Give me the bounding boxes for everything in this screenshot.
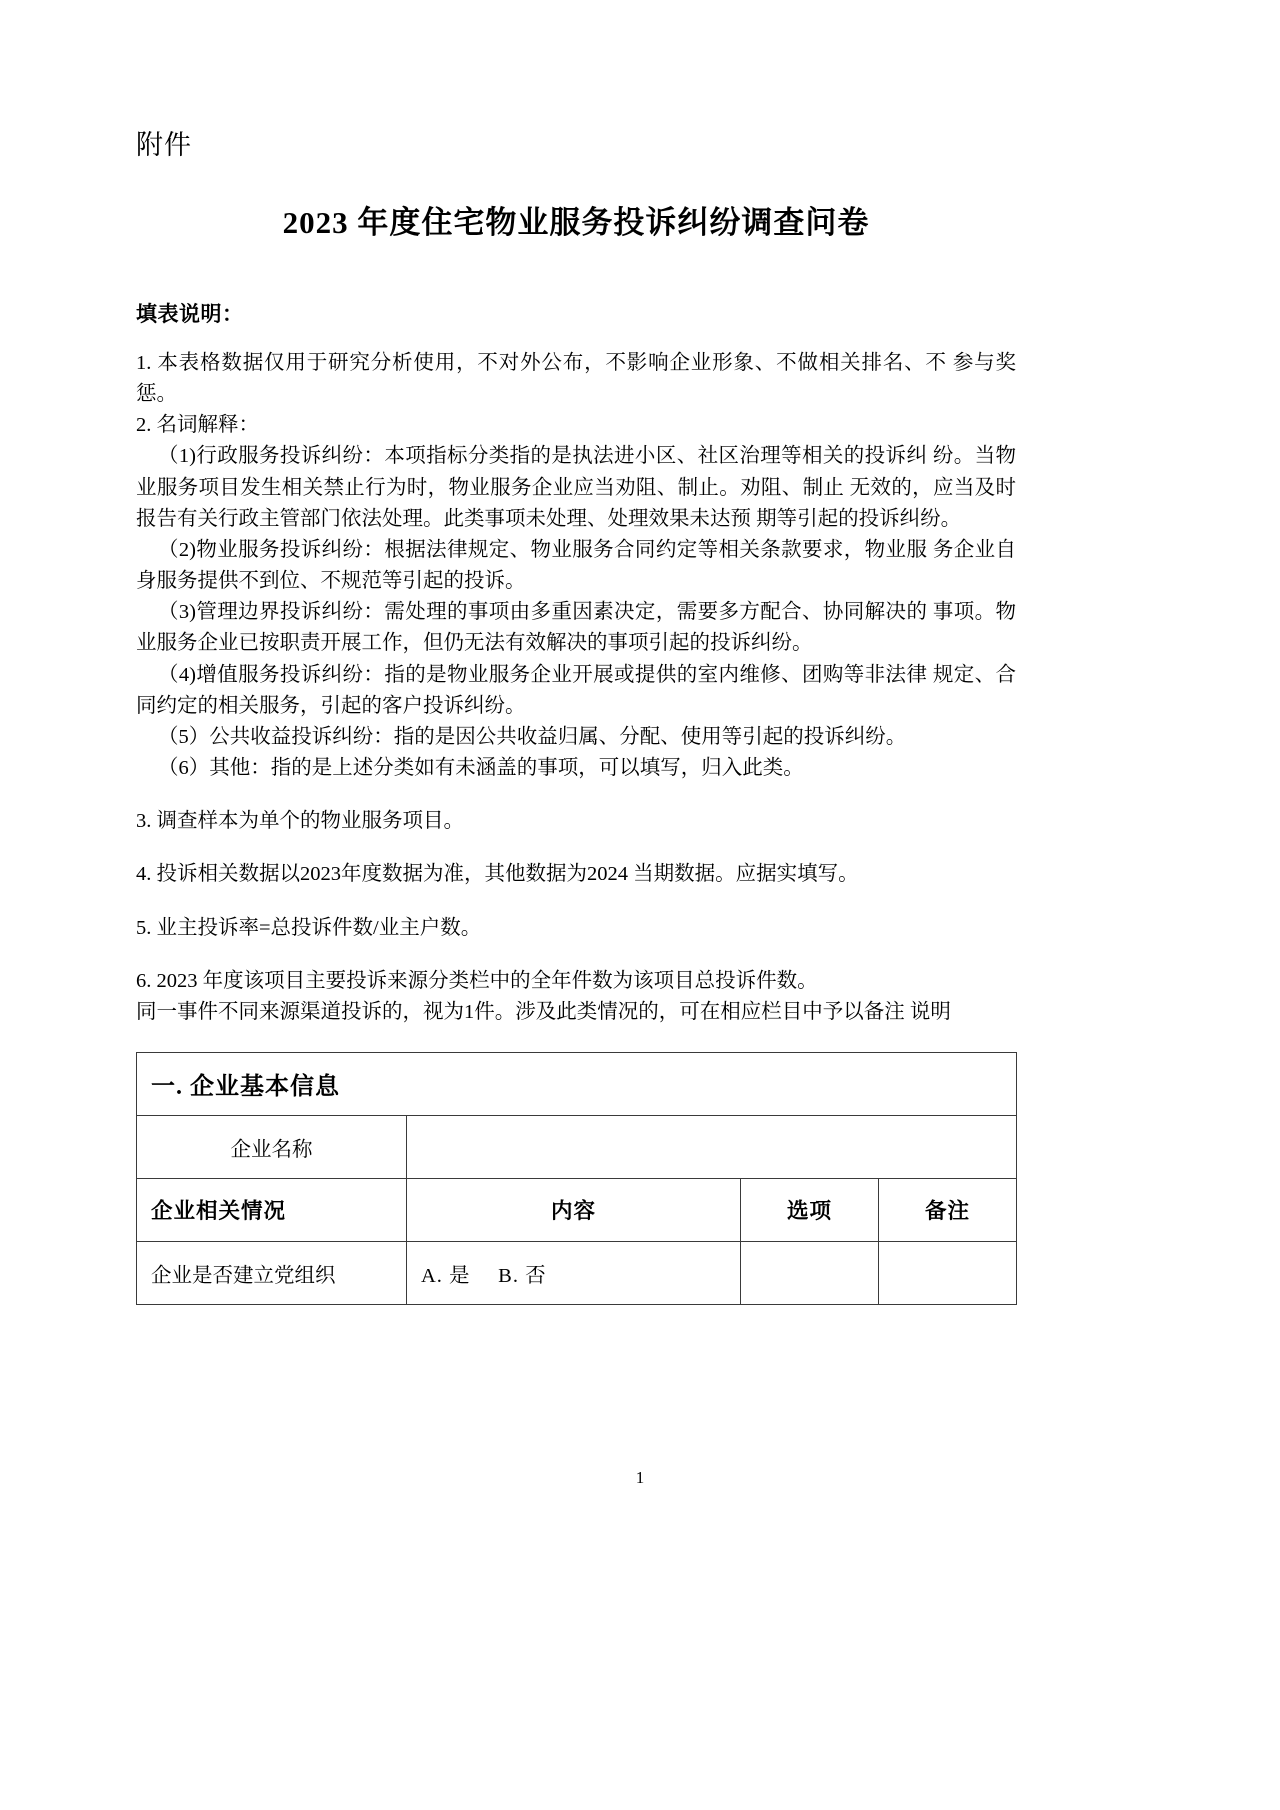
instruction-definition-5: （5）公共收益投诉纠纷：指的是因公共收益归属、分配、使用等引起的投诉纠纷。 bbox=[158, 725, 907, 748]
instruction-definition-4: （4)增值服务投诉纠纷：指的是物业服务企业开展或提供的室内维修、团购等非法律 规定、合同约定的相关服务，引起的客户投诉纠纷。 bbox=[136, 663, 1016, 717]
option-input-party-organization[interactable] bbox=[741, 1241, 879, 1304]
table-column-header-row bbox=[137, 1178, 1017, 1241]
page-title: 2023 年度住宅物业服务投诉纠纷调查问卷 bbox=[282, 205, 870, 240]
instruction-definition-2: （2)物业服务投诉纠纷：根据法律规定、物业服务合同约定等相关条款要求，物业服 务企业自身服务提供不到位、不规范等引起的投诉。 bbox=[136, 538, 1016, 593]
instructions-section bbox=[136, 298, 1016, 1028]
instructions-heading: 填表说明： bbox=[136, 302, 244, 326]
table-row-enterprise-name bbox=[137, 1115, 1017, 1178]
enterprise-basic-info-table bbox=[136, 1052, 1017, 1305]
column-header-situation: 企业相关情况 bbox=[137, 1178, 407, 1241]
page-number: 1 bbox=[635, 1468, 645, 1487]
answer-options-party-organization: A. 是 B. 否 bbox=[407, 1241, 741, 1304]
table-section-header-row bbox=[137, 1052, 1017, 1115]
column-header-option: 选项 bbox=[741, 1178, 879, 1241]
instruction-definition-1: （1)行政服务投诉纠纷：本项指标分类指的是执法进小区、社区治理等相关的投诉纠 纷。当物业服务项目发生相关禁止行为时，物业服务企业应当劝阻、制止。劝阻、制止 无效的，应当及时报告有关行政主管部门依法处理。此类事项未处理、处理效果未达预 期等引起的投诉纠纷。 bbox=[136, 445, 1016, 530]
table-section-title: 一. 企业基本信息 bbox=[137, 1052, 1017, 1115]
enterprise-name-input[interactable] bbox=[407, 1115, 1017, 1178]
enterprise-name-label: 企业名称 bbox=[137, 1115, 407, 1178]
instruction-item-1: 1. 本表格数据仅用于研究分析使用，不对外公布，不影响企业形象、不做相关排名、不 参与奖惩。 bbox=[136, 352, 1016, 406]
remark-input-party-organization[interactable] bbox=[879, 1241, 1017, 1304]
column-header-content: 内容 bbox=[407, 1178, 741, 1241]
table-row bbox=[137, 1241, 1017, 1304]
document-content bbox=[136, 0, 1016, 1305]
instruction-item-5: 5. 业主投诉率=总投诉件数/业主户数。 bbox=[136, 916, 482, 939]
instruction-item-4: 4. 投诉相关数据以2023年度数据为准，其他数据为2024 当期数据。应据实填写。 bbox=[136, 863, 859, 886]
column-header-remark: 备注 bbox=[879, 1178, 1017, 1241]
instruction-item-6: 6. 2023 年度该项目主要投诉来源分类栏中的全年件数为该项目总投诉件数。 bbox=[136, 969, 818, 992]
question-party-organization: 企业是否建立党组织 bbox=[137, 1241, 407, 1304]
instruction-definition-6: （6）其他：指的是上述分类如有未涵盖的事项，可以填写，归入此类。 bbox=[158, 757, 804, 780]
instruction-definition-3: （3)管理边界投诉纠纷：需处理的事项由多重因素决定，需要多方配合、协同解决的 事项。物业服务企业已按职责开展工作，但仍无法有效解决的事项引起的投诉纠纷。 bbox=[136, 601, 1016, 655]
instruction-item-3: 3. 调查样本为单个的物业服务项目。 bbox=[136, 810, 464, 833]
instruction-item-2: 2. 名词解释： bbox=[136, 414, 259, 437]
attachment-label: 附件 bbox=[136, 130, 192, 160]
instruction-item-6-continued: 同一事件不同来源渠道投诉的，视为1件。涉及此类情况的，可在相应栏目中予以备注 说明 bbox=[136, 1000, 951, 1023]
